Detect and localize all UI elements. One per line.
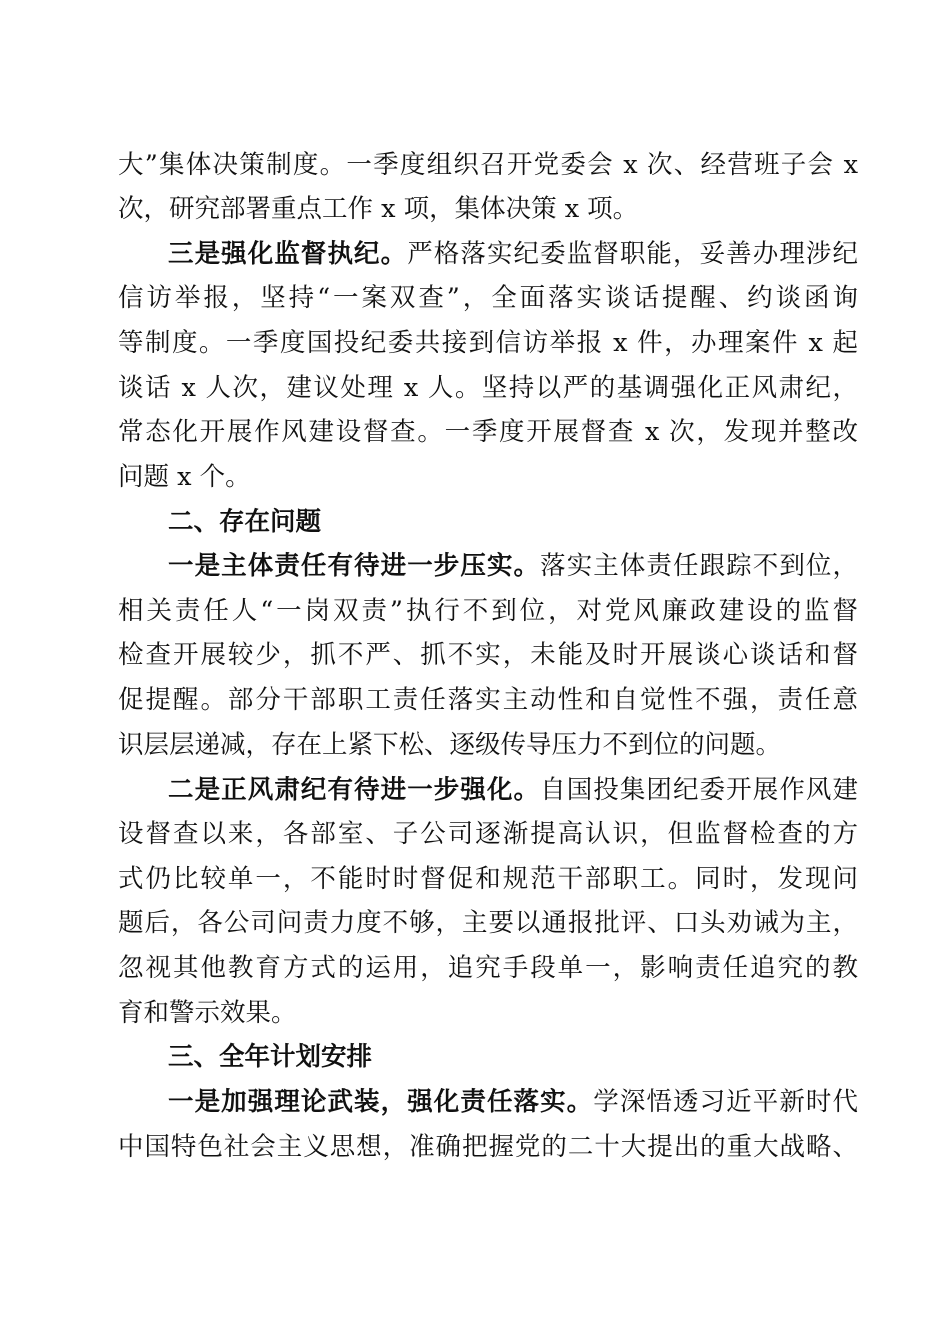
paragraph-line: 识层层递减，存在上紧下松、逐级传导压力不到位的问题。: [118, 730, 782, 760]
paragraph-line: 设督查以来，各部室、子公司逐渐提高认识，但监督检查的方: [118, 819, 858, 849]
paragraph-line: 等制度。一季度国投纪委共接到信访举报 x 件，办理案件 x 起: [118, 328, 858, 358]
paragraph-line: 促提醒。部分干部职工责任落实主动性和自觉性不强，责任意: [118, 685, 858, 715]
paragraph-text: 自国投集团纪委开展作风建: [540, 775, 858, 805]
paragraph-line: 式仍比较单一，不能时时督促和规范干部职工。同时，发现问: [118, 864, 858, 894]
paragraph-line: 次，研究部署重点工作 x 项，集体决策 x 项。: [118, 194, 639, 224]
section-heading: 二、存在问题: [168, 507, 322, 537]
paragraph-line: [168, 232, 858, 276]
paragraph-line: [168, 544, 858, 588]
paragraph-line: 相关责任人“一岗双责”执行不到位，对党风廉政建设的监督: [118, 596, 858, 626]
paragraph-line: 常态化开展作风建设督查。一季度开展督查 x 次，发现并整改: [118, 417, 858, 447]
paragraph-line: [168, 1080, 858, 1124]
paragraph-lead: 三是强化监督执纪。: [168, 239, 408, 269]
paragraph-line: 育和警示效果。: [118, 998, 297, 1028]
paragraph-line: 题后，各公司问责力度不够，主要以通报批评、口头劝诫为主，: [118, 908, 858, 938]
paragraph-line: 忽视其他教育方式的运用，追究手段单一，影响责任追究的教: [118, 953, 858, 983]
paragraph-lead: 二是正风肃纪有待进一步强化。: [168, 775, 541, 805]
paragraph-line: 中国特色社会主义思想，准确把握党的二十大提出的重大战略、: [118, 1132, 858, 1162]
paragraph-line: 谈话 x 人次，建议处理 x 人。坚持以严的基调强化正风肃纪，: [118, 373, 858, 403]
paragraph-text: 落实主体责任跟踪不到位，: [540, 551, 858, 581]
section-heading: 三、全年计划安排: [168, 1042, 373, 1072]
paragraph-lead: 一是加强理论武装，强化责任落实。: [168, 1087, 594, 1117]
paragraph-line: 检查开展较少，抓不严、抓不实，未能及时开展谈心谈话和督: [118, 640, 858, 670]
paragraph-text: 严格落实纪委监督职能，妥善办理涉纪: [407, 239, 858, 269]
paragraph-line: 信访举报，坚持“一案双查”，全面落实谈话提醒、约谈函询: [118, 283, 858, 313]
paragraph-line: [168, 768, 858, 812]
paragraph-text: 学深悟透习近平新时代: [593, 1087, 858, 1117]
paragraph-line: 大”集体决策制度。一季度组织召开党委会 x 次、经营班子会 x: [118, 150, 858, 180]
paragraph-line: 问题 x 个。: [118, 462, 251, 492]
paragraph-lead: 一是主体责任有待进一步压实。: [168, 551, 541, 581]
